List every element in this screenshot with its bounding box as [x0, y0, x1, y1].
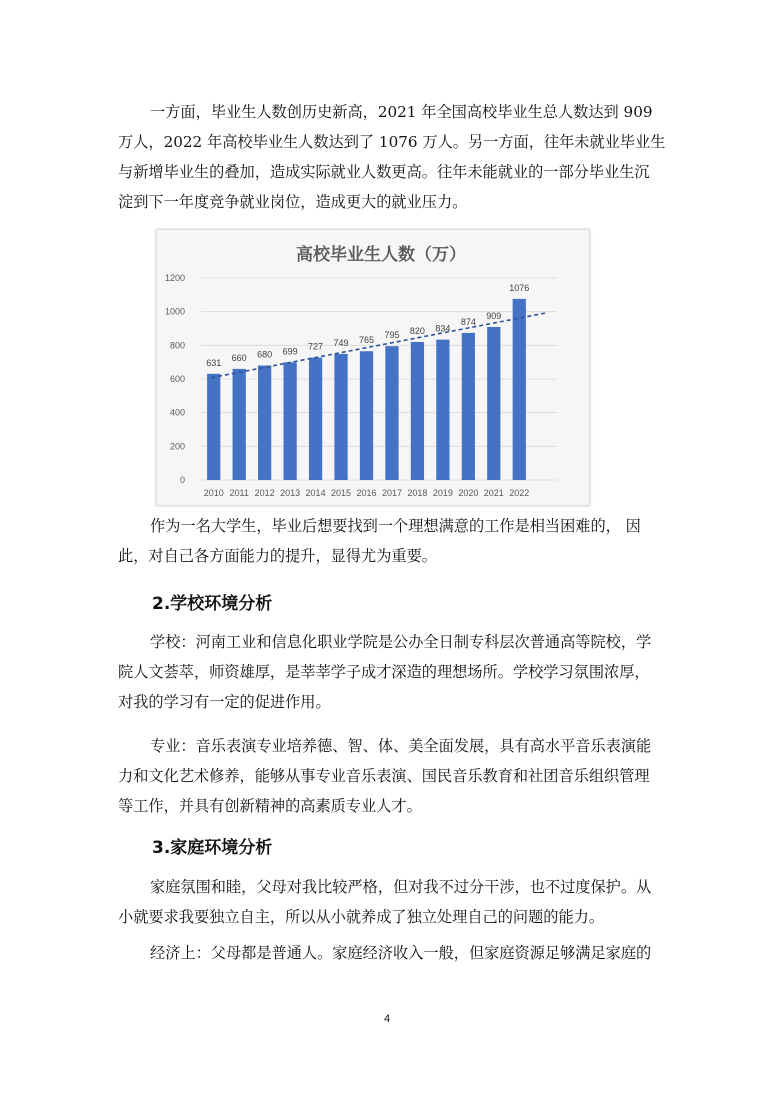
data-label: 727 — [308, 341, 324, 352]
data-label: 820 — [409, 325, 425, 336]
y-tick-label: 0 — [179, 475, 185, 485]
y-tick-label: 800 — [169, 340, 185, 351]
bar — [309, 358, 322, 480]
paragraph-major — [118, 731, 663, 821]
text-line: 学校：河南工业和信息化职业学院是公办全日制专科层次普通高等院校，学 — [150, 633, 652, 651]
y-tick-label: 600 — [169, 374, 185, 384]
text-line: 与新增毕业生的叠加，造成实际就业人数更高。往年未能就业的一部分毕业生沉 — [118, 163, 650, 181]
heading-school-environment: 2.学校环境分析 — [152, 594, 273, 614]
bar — [487, 327, 500, 480]
text-line: 专业：音乐表演专业培养德、智、体、美全面发展，具有高水平音乐表演能 — [150, 737, 652, 755]
x-tick-label: 2022 — [509, 488, 530, 498]
x-tick-label: 2020 — [458, 488, 479, 498]
chart-canvas — [157, 230, 589, 505]
data-label: 874 — [460, 316, 476, 327]
page-number: 4 — [383, 1013, 391, 1025]
bar — [462, 333, 475, 480]
x-tick-label: 2015 — [331, 488, 352, 498]
x-tick-label: 2016 — [356, 488, 377, 498]
text-line: 家庭氛围和睦，父母对我比较严格，但对我不过分干涉，也不过度保护。从 — [150, 878, 652, 896]
text-line: 淀到下一年度竞争就业岗位，造成更大的就业压力。 — [118, 193, 468, 211]
x-tick-label: 2010 — [203, 488, 224, 498]
graduates-bar-chart — [156, 229, 590, 506]
data-label: 699 — [282, 346, 298, 357]
bar — [411, 342, 424, 480]
bar — [334, 354, 347, 480]
bar — [283, 362, 296, 480]
paragraph-economy — [118, 938, 663, 968]
text-line: 万人，2022 年高校毕业生人数达到了 1076 万人。另一方面，往年未就业毕业生 — [118, 133, 666, 151]
chart-title: 高校毕业生人数（万） — [296, 245, 466, 265]
y-tick-label: 200 — [169, 441, 185, 452]
bar — [513, 299, 526, 480]
bar — [233, 369, 246, 480]
data-label: 795 — [384, 330, 400, 341]
data-label: 909 — [486, 310, 502, 321]
y-tick-label: 1200 — [164, 273, 185, 283]
text-line: 对我的学习有一定的促进作用。 — [118, 693, 331, 711]
text-line: 等工作，并具有创新精神的高素质专业人才。 — [118, 797, 422, 815]
text-line: 经济上：父母都是普通人。家庭经济收入一般，但家庭资源足够满足家庭的 — [150, 944, 652, 962]
text-line: 小就要求我要独立自主，所以从小就养成了独立处理自己的问题的能力。 — [118, 908, 604, 926]
data-label: 631 — [206, 357, 222, 368]
x-tick-label: 2021 — [483, 488, 504, 498]
data-label: 765 — [358, 335, 375, 346]
data-label: 1076 — [509, 282, 530, 293]
x-tick-label: 2014 — [305, 488, 326, 498]
bar — [207, 374, 220, 480]
heading-family-environment: 3.家庭环境分析 — [152, 838, 273, 858]
text-line: 此，对自己各方面能力的提升，显得尤为重要。 — [118, 547, 437, 565]
paragraph-family — [118, 872, 663, 932]
x-tick-label: 2011 — [229, 488, 249, 498]
paragraph-self-improvement — [118, 511, 663, 571]
y-tick-label: 1000 — [164, 306, 185, 317]
x-tick-label: 2019 — [432, 488, 453, 498]
text-line: 一方面，毕业生人数创历史新高，2021 年全国高校毕业生总人数达到 909 — [150, 103, 653, 121]
x-tick-label: 2012 — [254, 488, 275, 498]
text-line: 作为一名大学生，毕业后想要找到一个理想满意的工作是相当困难的， 因 — [150, 517, 641, 535]
x-tick-label: 2017 — [381, 488, 402, 498]
bar — [360, 351, 373, 480]
data-label: 680 — [257, 349, 273, 360]
x-tick-label: 2018 — [407, 488, 428, 498]
data-label: 749 — [333, 337, 349, 348]
data-label: 660 — [231, 352, 247, 363]
paragraph-school — [118, 627, 663, 717]
paragraph-employment-pressure — [118, 97, 666, 217]
bar — [385, 346, 398, 480]
bar — [436, 340, 449, 480]
y-tick-label: 400 — [169, 407, 185, 418]
data-label: 834 — [435, 323, 451, 334]
x-tick-label: 2013 — [280, 488, 301, 498]
text-line: 院人文荟萃，师资雄厚，是莘莘学子成才深造的理想场所。学校学习氛围浓厚， — [118, 663, 650, 681]
bar — [258, 366, 271, 480]
text-line: 力和文化艺术修养，能够从事专业音乐表演、国民音乐教育和社团音乐组织管理 — [118, 767, 650, 785]
